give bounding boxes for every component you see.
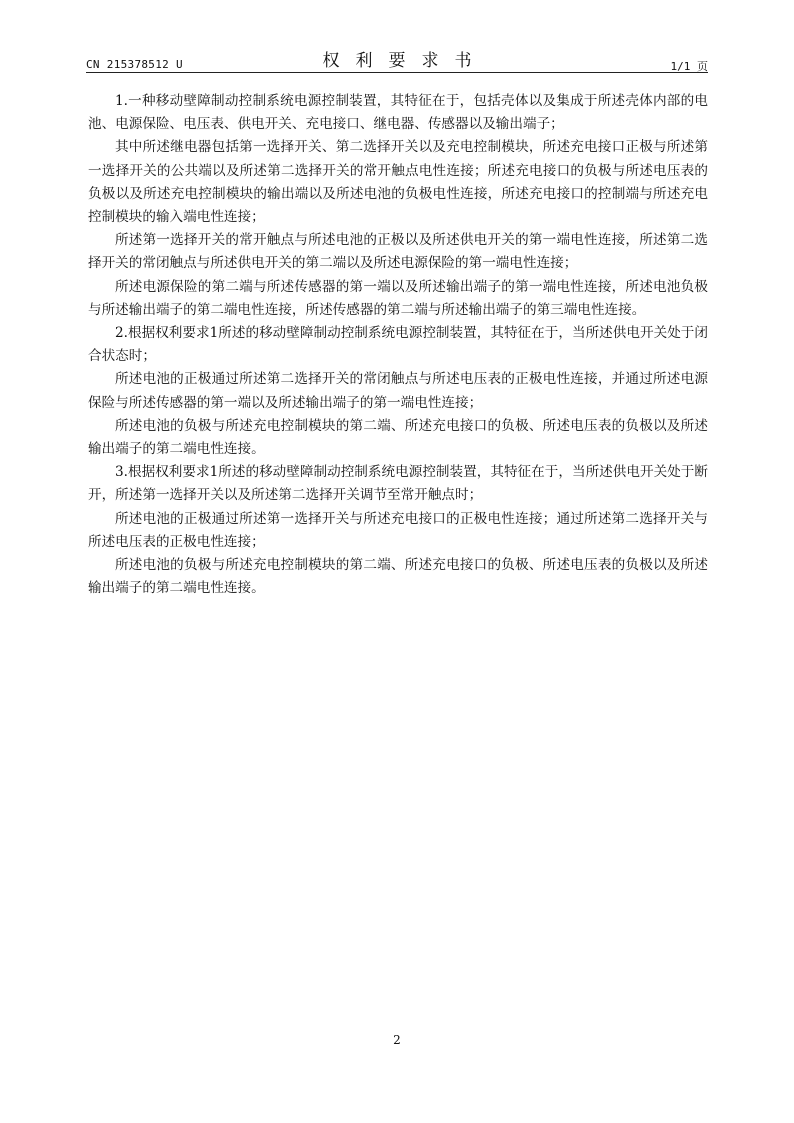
publication-number: CN 215378512 U — [86, 58, 183, 71]
claim-1-fuse-paragraph: 所述电源保险的第二端与所述传感器的第一端以及所述输出端子的第一端电性连接，所述电池负极与所述输出端子的第二端电性连接，所述传感器的第二端与所述输出端子的第三端电性连接。 — [88, 278, 708, 318]
claim-1-intro: 1.一种移动壁障制动控制系统电源控制装置，其特征在于，包括壳体以及集成于所述壳体内部的电池、电源保险、电压表、供电开关、充电接口、继电器、传感器以及输出端子； — [88, 93, 708, 133]
page-indicator: 1/1 页 — [670, 60, 708, 73]
document-header — [86, 44, 708, 74]
claim-3-positive-paragraph: 所述电池的正极通过所述第一选择开关与所述充电接口的正极电性连接；通过所述第二选择开关与所述电压表的正极电性连接； — [88, 510, 708, 550]
claim-1-switch-paragraph: 所述第一选择开关的常开触点与所述电池的正极以及所述供电开关的第一端电性连接，所述第二选择开关的常闭触点与所述供电开关的第二端以及所述电源保险的第一端电性连接； — [88, 232, 708, 272]
claim-3-negative-paragraph: 所述电池的负极与所述充电控制模块的第二端、所述充电接口的负极、所述电压表的负极以及所述输出端子的第二端电性连接。 — [88, 557, 708, 597]
claim-2-negative-paragraph: 所述电池的负极与所述充电控制模块的第二端、所述充电接口的负极、所述电压表的负极以及所述输出端子的第二端电性连接。 — [88, 417, 708, 458]
claim-2-intro: 2.根据权利要求1所述的移动壁障制动控制系统电源控制装置，其特征在于，当所述供电开关处于闭合状态时； — [88, 325, 708, 365]
header-divider — [86, 72, 708, 73]
claims-body — [88, 90, 708, 600]
page-number: 2 — [393, 1033, 401, 1047]
claim-1-relay-paragraph: 其中所述继电器包括第一选择开关、第二选择开关以及充电控制模块，所述充电接口正极与所述第一选择开关的公共端以及所述第二选择开关的常开触点电性连接；所述充电接口的负极与所述电压表的负极以及所述充电控制模块的输出端以及所述电池的负极电性连接，所述充电接口的控制端与所述充电控制模块的输入端电性连接； — [88, 139, 708, 226]
document-title: 权利要求书 — [322, 51, 488, 71]
claim-3-intro: 3.根据权利要求1所述的移动壁障制动控制系统电源控制装置，其特征在于，当所述供电开关处于断开，所述第一选择开关以及所述第二选择开关调节至常开触点时； — [88, 464, 708, 504]
claim-2-positive-paragraph: 所述电池的正极通过所述第二选择开关的常闭触点与所述电压表的正极电性连接，并通过所述电源保险与所述传感器的第一端以及所述输出端子的第一端电性连接； — [88, 371, 708, 411]
